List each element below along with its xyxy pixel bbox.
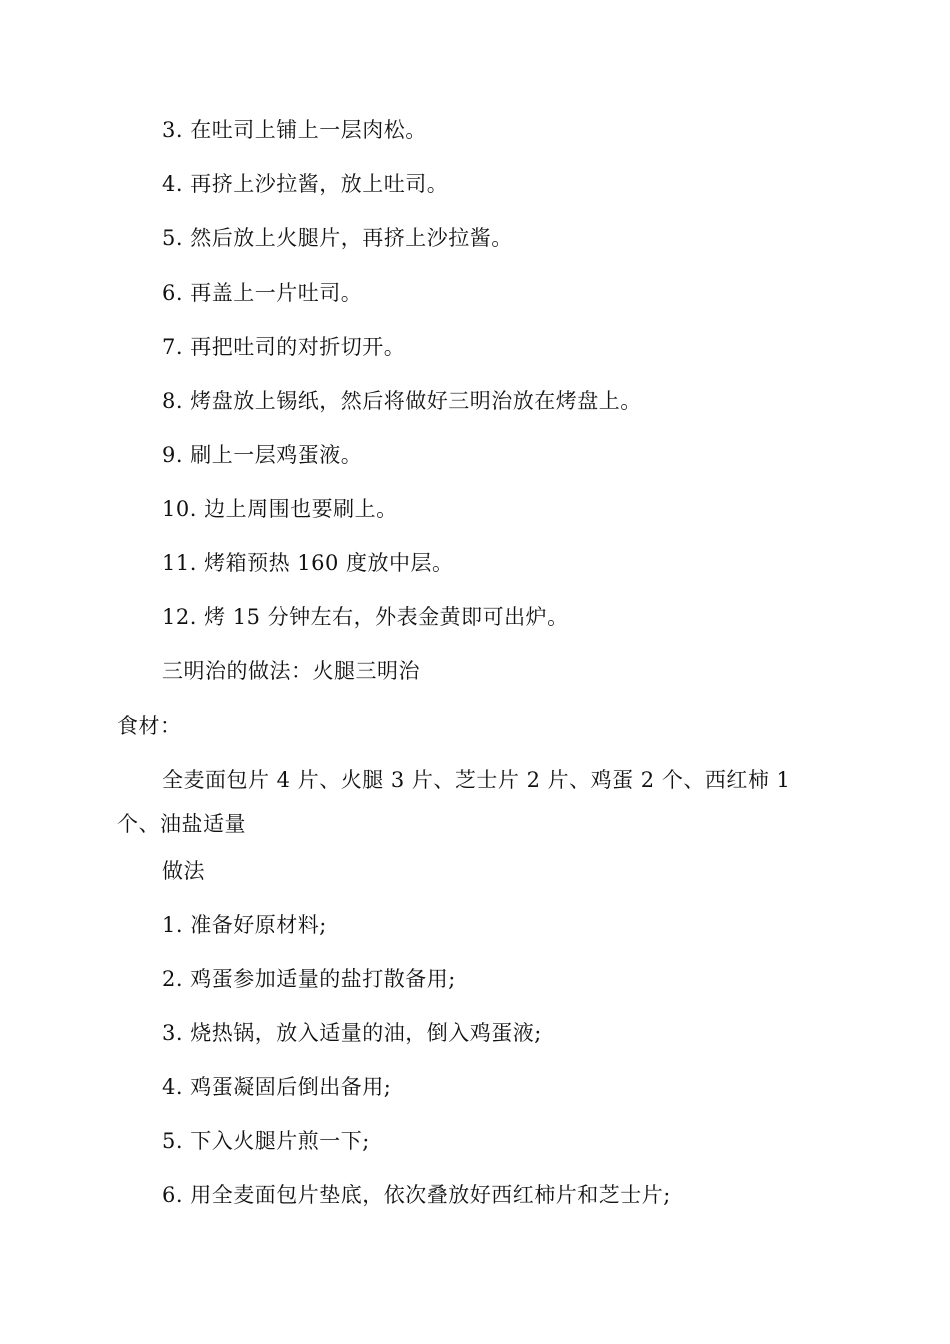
method-step-3: 3. 烧热锅，放入适量的油，倒入鸡蛋液; — [162, 1021, 542, 1045]
method-step-4: 4. 鸡蛋凝固后倒出备用; — [162, 1075, 392, 1099]
step-5: 5. 然后放上火腿片，再挤上沙拉酱。 — [162, 226, 513, 250]
step-10: 10. 边上周围也要刷上。 — [162, 497, 398, 521]
step-12: 12. 烤 15 分钟左右，外表金黄即可出炉。 — [162, 605, 569, 629]
step-9: 9. 刷上一层鸡蛋液。 — [162, 443, 363, 467]
ingredients-label: 食材： — [117, 714, 182, 738]
step-8: 8. 烤盘放上锡纸，然后将做好三明治放在烤盘上。 — [162, 389, 642, 413]
method-step-6: 6. 用全麦面包片垫底，依次叠放好西红柿片和芝士片; — [162, 1183, 671, 1207]
ingredients-text: 全麦面包片 4 片、火腿 3 片、芝士片 2 片、鸡蛋 2 个、西红柿 1 个、油盐适量 — [117, 768, 791, 836]
step-11: 11. 烤箱预热 160 度放中层。 — [162, 551, 454, 575]
step-3: 3. 在吐司上铺上一层肉松。 — [162, 118, 427, 142]
method-step-5: 5. 下入火腿片煎一下; — [162, 1129, 370, 1153]
step-4: 4. 再挤上沙拉酱，放上吐司。 — [162, 172, 449, 196]
method-step-2: 2. 鸡蛋参加适量的盐打散备用; — [162, 967, 456, 991]
method-label: 做法 — [162, 859, 205, 883]
section-title: 三明治的做法：火腿三明治 — [162, 659, 420, 683]
step-7: 7. 再把吐司的对折切开。 — [162, 335, 406, 359]
method-step-1: 1. 准备好原材料; — [162, 913, 327, 937]
step-6: 6. 再盖上一片吐司。 — [162, 281, 363, 305]
